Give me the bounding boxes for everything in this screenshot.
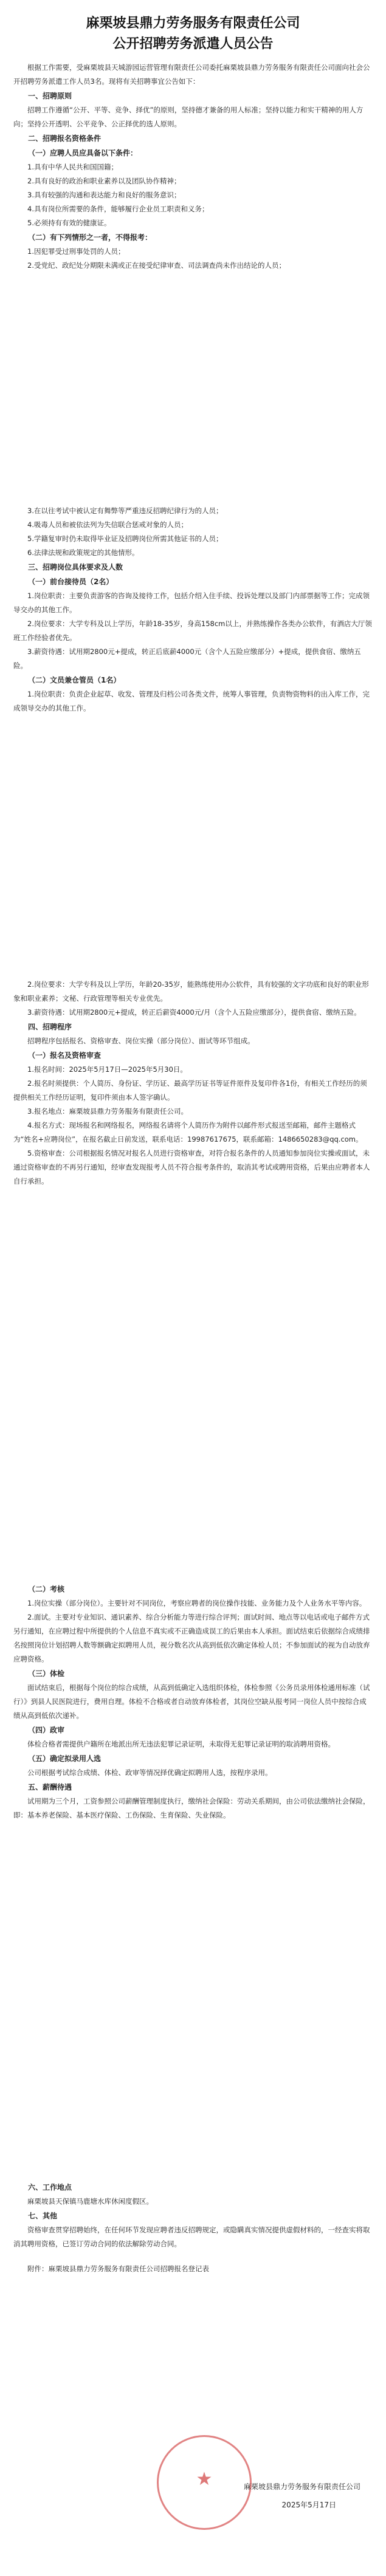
condition-item: 3.具有较强的沟通和表达能力和良好的服务意识； [27,191,181,199]
registration-item: 1.报名时间：2025年5月17日—2025年5月30日。 [27,1065,187,1074]
exclusion-item: 3.在以往考试中被认定有舞弊等严重违反招聘纪律行为的人员； [27,506,223,515]
seal-star-icon: ★ [196,2469,213,2490]
intro-section [13,61,373,273]
hire-decision-text: 公司根据考试综合成绩、体检、政审等情况择优确定拟聘用人选，按程序录用。 [27,1768,272,1777]
closing-section [13,2180,373,2276]
registration-item: 2.报名时须提供：个人简历、身份证、学历证、最高学历证书等证件原件及复印件各1份，有相关工作经历的须提供相关工作经历证明，复印件须由本人签字确认。 [13,1079,367,1102]
exclusions-continued [13,504,373,715]
signature-organization: 麻栗坡县鼎力劳务服务有限责任公司 [243,2482,360,2491]
exclusion-item: 2.受党纪、政纪处分期限未满或正在接受纪律审查、司法调查尚未作出结论的人员； [27,261,286,270]
registration-item: 5.资格审查：公司根据报名情况对报名人员进行资格审查，对符合报名条件的人员通知参加岗位实操或面试，未通过资格审查的不再另行通知，经审查发现报考人员不符合报考条件的，取消其考试或聘用资格，后果由应聘者本人自行承担。 [13,1149,370,1185]
signature-block [13,2478,373,2514]
condition-item: 5.必须持有有效的健康证。 [27,219,111,227]
condition-item: 2.具有良好的政治和职业素养以及团队协作精神； [27,177,181,185]
position-1-heading: （一）前台接待员（2名） [28,578,114,586]
position-1-salary: 3.薪资待遇：试用期2800元+提成，转正后底薪4000元（含个人五险应缴部分）+提成，提供食宿、缴纳五险。 [13,647,361,670]
hire-decision-heading: （五）确定拟录用人选 [28,1754,102,1763]
intro-paragraph: 根据工作需要，受麻栗坡县天城游园运营管理有限责任公司委托麻栗坡县鼎力劳务服务有限责任公司面向社会公开招聘劳务派遣工作人员3名。现将有关招聘事宜公告如下： [13,63,370,86]
position-2-requirements: 2.岗位要求：大学专科及以上学历，年龄20-35岁，能熟练使用办公软件，具有较强的文字功底和良好的职业形象和职业素养；文秘、行政管理等相关专业优先。 [13,980,369,1003]
section-2-title: 二、招聘报名资格条件 [28,134,102,143]
signature-date: 2025年5月17日 [281,2501,336,2509]
exclusion-item: 5.学籍复审时仍未取得毕业证及招聘岗位所需其他证书的人员； [27,534,223,543]
exclusion-item: 6.法律法规和政策规定的其他情形。 [27,548,139,557]
background-check-text: 体检合格者需提供户籍所在地派出所无违法犯罪记录证明，未取得无犯罪记录证明的取消聘用资格。 [27,1740,335,1748]
section-4-text: 招聘程序包括报名、资格审查、岗位实操（部分岗位）、面试等环节组成。 [27,1037,255,1045]
assessment-section [13,1582,373,1822]
section-5-text: 试用期为三个月，工资参照公司薪酬管理制度执行，缴纳社会保险：劳动关系期间，由公司依法缴纳社会保险，即：基本养老保险、基本医疗保险、工伤保险、生育保险、失业保险。 [13,1797,370,1819]
position-2-continued [13,978,373,1188]
exclusion-item: 1.因犯罪受过刑事处罚的人员； [27,247,125,256]
section-3-title: 三、招聘岗位具体要求及人数 [28,563,123,571]
assessment-heading: （二）考核 [28,1585,65,1593]
registration-item: 4.报名方式：现场报名和网络报名，网络报名请将个人简历作为附件以邮件形式报送至邮箱，邮件主题格式为“姓名+应聘岗位”，在报名截止日前发送，联系电话：19987617675，联系邮箱：1486650283@qq.com。 [13,1121,363,1143]
condition-item: 4.具有岗位所需要的条件，能够履行企业员工职责和义务； [27,205,209,213]
title-line-2: 公开招聘劳务派遣人员公告 [112,36,274,52]
section-2-sub-2: （二）有下列情形之一者，不得报考： [28,233,153,242]
position-2-salary: 3.薪资待遇：试用期2800元+提成，转正后薪资4000元/月（含个人五险应缴部分），提供食宿、缴纳五险。 [27,1008,361,1017]
position-1-duties: 1.岗位职责：主要负责游客的咨询及接待工作，包括介绍入住手续、投诉处理以及部门内部票据等工作；完成领导交办的其他工作。 [13,591,370,614]
assessment-item: 1.岗位实操（部分岗位）。主要针对不同岗位，考察应聘者的岗位操作技能、业务能力及个人业务水平等内容。 [27,1599,367,1607]
section-1-title: 一、招聘原则 [28,92,72,100]
section-1-text: 招聘工作遵循“公开、平等、竞争、择优”的原则，坚持德才兼备的用人标准；坚持以能力和实干精神的用人方向；坚持公开透明、公平竞争、公正择优的选人原则。 [13,106,364,128]
health-check-heading: （三）体检 [28,1669,65,1678]
section-5-title: 五、薪酬待遇 [28,1783,72,1791]
section-6-title: 六、工作地点 [28,2183,72,2192]
health-check-text: 面试结束后，根据每个岗位的综合成绩，从高到低确定入选组织体检，体检参照《公务员录用体检通用标准（试行）》到县人民医院进行，费用自理。体检不合格或者自动放弃体检者，其岗位空缺从报考同一岗位人员中按综合成绩从高到低依次递补。 [13,1683,370,1720]
section-4-title: 四、招聘程序 [28,1023,72,1031]
position-2-duties: 1.岗位职责：负责企业起草、收发、管理及归档公司各类文件，统筹人事管理，负责物资物料的出入库工作，完成领导交办的其他工作。 [13,690,370,712]
document-title [13,13,373,55]
section-2-sub-1: （一）应聘人员应具备以下条件： [28,149,138,157]
title-line-1: 麻栗坡县鼎力劳务服务有限责任公司 [86,16,300,31]
attachment-note: 附件：麻栗坡县鼎力劳务服务有限责任公司招聘报名登记表 [27,2264,209,2273]
section-7-title: 七、其他 [28,2212,58,2220]
assessment-item: 2.面试。主要对专业知识、通识素养、综合分析能力等进行综合评判；面试时间、地点等以电话或电子邮件方式另行通知，在应聘过程中所提供的个人信息不真实或不正确造成误工的后果由本人承担。面试结束后依据综合成绩排名按照岗位计划招聘人数等额确定拟聘用人员，视分数名次从高到低依次确定体检人员；不参加面试的视为自动放弃应聘资格。 [13,1613,370,1663]
exclusion-item: 4.吸毒人员和被依法列为失信联合惩戒对象的人员； [27,520,188,529]
registration-item: 3.报名地点：麻栗坡县鼎力劳务服务有限责任公司。 [27,1107,188,1116]
section-7-text: 资格审查贯穿招聘始终，在任何环节发现应聘者违反招聘规定，或隐瞒真实情况提供虚假材料的，一经查实将取消其聘用资格，已签订劳动合同的依法解除劳动合同。 [13,2226,370,2248]
position-1-requirements: 2.岗位要求：大学专科及以上学历，年龄18-35岁，身高158cm以上，并熟练操作各类办公软件，有酒店大厅领班工作经验者优先。 [13,619,372,642]
registration-heading: （一）报名及资格审查 [28,1051,102,1060]
position-2-heading: （二）文员兼仓管员（1名） [28,676,121,684]
background-check-heading: （四）政审 [28,1726,65,1734]
condition-item: 1.具有中华人民共和国国籍； [27,163,118,171]
section-6-text: 麻栗坡县天保镇马鹿塘水库休闲度假区。 [27,2197,153,2206]
